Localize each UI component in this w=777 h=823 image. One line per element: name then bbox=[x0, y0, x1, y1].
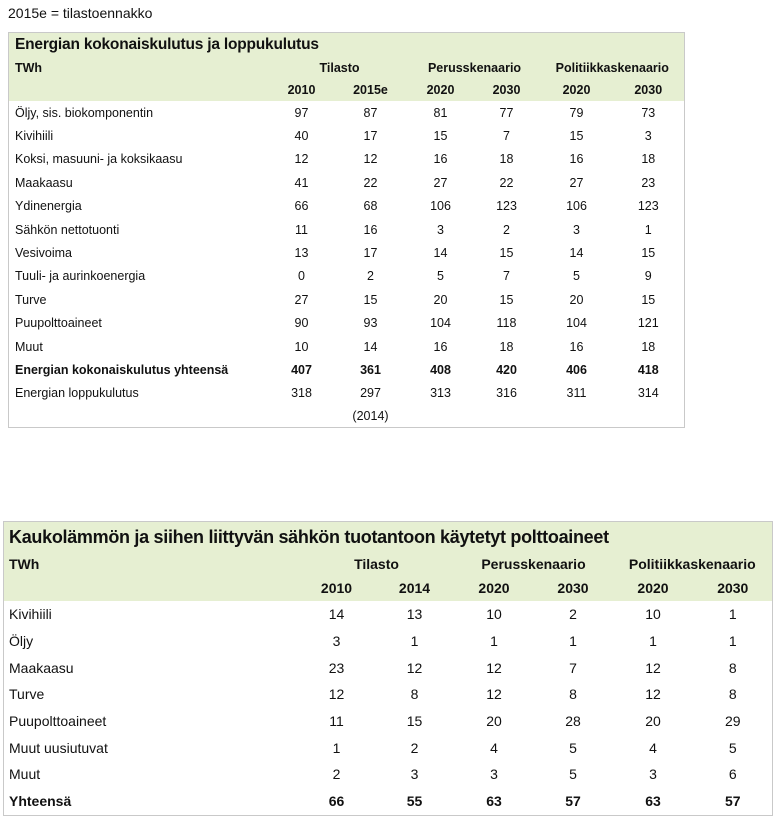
group-header: Tilasto bbox=[299, 552, 455, 575]
value-cell: 316 bbox=[496, 386, 517, 401]
value-cell: 15 bbox=[433, 129, 448, 144]
group-header: Perusskenaario bbox=[455, 552, 613, 575]
value-cell: 15 bbox=[499, 246, 514, 261]
value-cell: 17 bbox=[363, 129, 378, 144]
table-row bbox=[4, 788, 773, 815]
row-label: Muut uusiutuvat bbox=[9, 739, 108, 756]
year-header: 2030 bbox=[534, 575, 613, 601]
table-row bbox=[9, 101, 685, 124]
row-label: Puupolttoaineet bbox=[9, 713, 107, 730]
year-header: 2030 bbox=[613, 79, 685, 101]
value-cell: 27 bbox=[433, 175, 448, 190]
value-cell: 17 bbox=[363, 246, 378, 261]
value-cell: 3 bbox=[410, 766, 419, 783]
value-cell: 14 bbox=[569, 246, 584, 261]
value-cell: 63 bbox=[486, 793, 502, 810]
unit-label: TWh bbox=[9, 57, 271, 79]
table-row bbox=[4, 654, 773, 681]
table-body bbox=[9, 101, 685, 405]
row-label: Maakaasu bbox=[15, 175, 73, 190]
table-row bbox=[9, 124, 685, 147]
value-cell: 57 bbox=[725, 793, 741, 810]
value-cell: 66 bbox=[328, 793, 345, 810]
value-cell: 8 bbox=[410, 686, 419, 703]
row-label: Koksi, masuuni- ja koksikaasu bbox=[15, 152, 183, 167]
value-cell: 4 bbox=[649, 739, 657, 756]
estimate-note: 2015e = tilastoennakko bbox=[8, 5, 153, 21]
value-cell: 1 bbox=[644, 222, 652, 237]
row-label: Kivihiili bbox=[15, 129, 54, 144]
row-label: Kivihiili bbox=[9, 606, 52, 623]
table-title: Kaukolämmön ja siihen liittyvän sähkön tuotantoon käytetyt polttoaineet bbox=[4, 522, 773, 553]
value-cell: 123 bbox=[637, 199, 659, 214]
value-cell: 4 bbox=[490, 739, 498, 756]
value-cell: 2 bbox=[367, 269, 374, 284]
table-row bbox=[4, 734, 773, 761]
row-label: Energian kokonaiskulutus yhteensä bbox=[15, 362, 229, 377]
value-cell: 407 bbox=[291, 362, 312, 377]
value-cell: 5 bbox=[573, 269, 580, 284]
value-cell: 11 bbox=[329, 713, 344, 730]
year-header: 2014 bbox=[375, 575, 455, 601]
value-cell: 10 bbox=[486, 606, 502, 623]
value-cell: 22 bbox=[499, 175, 514, 190]
value-cell: 2 bbox=[410, 739, 419, 756]
value-cell: 1 bbox=[728, 606, 737, 623]
row-label: Maakaasu bbox=[9, 659, 74, 676]
value-cell: 20 bbox=[569, 292, 584, 307]
value-cell: 12 bbox=[645, 686, 661, 703]
value-cell: 20 bbox=[433, 292, 448, 307]
value-cell: 10 bbox=[645, 606, 661, 623]
value-cell: 104 bbox=[430, 316, 451, 331]
value-cell: 5 bbox=[569, 766, 577, 783]
value-cell: 66 bbox=[294, 199, 309, 214]
value-cell: 0 bbox=[298, 269, 305, 284]
value-cell: 104 bbox=[566, 316, 587, 331]
year-header: 2020 bbox=[613, 575, 694, 601]
value-cell: 11 bbox=[295, 222, 308, 237]
value-cell: 314 bbox=[637, 386, 659, 401]
value-cell: 18 bbox=[499, 152, 514, 167]
year-header: 2030 bbox=[694, 575, 773, 601]
value-cell: 12 bbox=[486, 686, 502, 703]
value-cell: 406 bbox=[566, 362, 587, 377]
value-cell: 3 bbox=[649, 766, 657, 783]
value-cell: 106 bbox=[430, 199, 451, 214]
year-header: 2020 bbox=[409, 79, 473, 101]
value-cell: 57 bbox=[565, 793, 581, 810]
table-row bbox=[4, 708, 773, 735]
value-cell: 361 bbox=[360, 362, 381, 377]
value-cell: 81 bbox=[433, 105, 448, 120]
value-cell: 8 bbox=[569, 686, 577, 703]
table-row bbox=[9, 288, 685, 311]
district-heating-fuels-table bbox=[3, 521, 773, 816]
value-cell: 106 bbox=[566, 199, 587, 214]
value-cell: 13 bbox=[406, 606, 423, 623]
value-cell: 12 bbox=[328, 686, 345, 703]
table-row bbox=[9, 382, 685, 405]
group-header: Perusskenaario bbox=[409, 57, 541, 79]
group-header: Tilasto bbox=[271, 57, 409, 79]
table-row bbox=[4, 761, 773, 788]
value-cell: 12 bbox=[363, 152, 378, 167]
value-cell: 20 bbox=[486, 713, 502, 730]
row-label: Öljy, sis. biokomponentin bbox=[15, 105, 154, 120]
value-cell: 1 bbox=[728, 633, 737, 650]
value-cell: 28 bbox=[565, 713, 581, 730]
value-cell: 5 bbox=[728, 739, 737, 756]
value-cell: 3 bbox=[437, 222, 444, 237]
value-cell: 123 bbox=[496, 199, 517, 214]
row-label: Turve bbox=[15, 292, 47, 307]
value-cell: 15 bbox=[406, 713, 423, 730]
value-cell: 41 bbox=[294, 175, 309, 190]
value-cell: 408 bbox=[430, 362, 451, 377]
value-cell: 16 bbox=[569, 339, 584, 354]
value-cell: 7 bbox=[503, 129, 510, 144]
value-cell: 2 bbox=[503, 222, 510, 237]
value-cell: 15 bbox=[641, 246, 656, 261]
row-label: Muut bbox=[9, 766, 41, 783]
value-cell: 297 bbox=[360, 386, 381, 401]
year-header: 2010 bbox=[271, 79, 333, 101]
value-cell: 1 bbox=[490, 633, 498, 650]
value-cell: 16 bbox=[433, 152, 448, 167]
value-cell: 5 bbox=[569, 739, 577, 756]
year-header: 2030 bbox=[473, 79, 541, 101]
value-cell: 1 bbox=[332, 739, 341, 756]
value-cell: 12 bbox=[486, 659, 502, 676]
table-row bbox=[9, 335, 685, 358]
value-cell: 97 bbox=[294, 105, 309, 120]
table-row bbox=[4, 628, 773, 655]
value-cell: 313 bbox=[430, 386, 451, 401]
value-cell: 23 bbox=[328, 659, 345, 676]
value-cell: 20 bbox=[645, 713, 661, 730]
value-cell: 15 bbox=[363, 292, 378, 307]
value-cell: 18 bbox=[499, 339, 514, 354]
table-title: Energian kokonaiskulutus ja loppukulutus bbox=[9, 33, 685, 58]
footnote: (2014) bbox=[352, 409, 389, 424]
table-row bbox=[9, 265, 685, 288]
group-header: Politiikkaskenaario bbox=[541, 57, 685, 79]
value-cell: 3 bbox=[573, 222, 580, 237]
value-cell: 77 bbox=[499, 105, 514, 120]
value-cell: 90 bbox=[294, 316, 309, 331]
value-cell: 68 bbox=[363, 199, 378, 214]
value-cell: 27 bbox=[569, 175, 584, 190]
value-cell: 8 bbox=[728, 686, 737, 703]
row-label: Turve bbox=[9, 686, 45, 703]
year-header: 2010 bbox=[299, 575, 375, 601]
value-cell: 29 bbox=[725, 713, 741, 730]
value-cell: 6 bbox=[728, 766, 737, 783]
row-label: Öljy bbox=[9, 633, 34, 650]
table-row bbox=[9, 241, 685, 264]
row-label: Sähkön nettotuonti bbox=[15, 222, 120, 237]
value-cell: 118 bbox=[496, 316, 517, 331]
value-cell: 1 bbox=[649, 633, 657, 650]
value-cell: 27 bbox=[294, 292, 309, 307]
table-row bbox=[9, 312, 685, 335]
table-row bbox=[9, 358, 685, 381]
value-cell: 9 bbox=[644, 269, 652, 284]
value-cell: 418 bbox=[637, 362, 659, 377]
table-row bbox=[4, 681, 773, 708]
value-cell: 1 bbox=[410, 633, 419, 650]
row-label: Ydinenergia bbox=[15, 199, 82, 214]
value-cell: 8 bbox=[728, 659, 737, 676]
value-cell: 2 bbox=[332, 766, 341, 783]
unit-label: TWh bbox=[4, 552, 299, 575]
table-row bbox=[9, 195, 685, 218]
row-label: Vesivoima bbox=[15, 246, 72, 261]
row-label: Muut bbox=[15, 339, 43, 354]
value-cell: 3 bbox=[490, 766, 498, 783]
table-body bbox=[4, 601, 773, 815]
value-cell: 2 bbox=[569, 606, 577, 623]
row-label: Tuuli- ja aurinkoenergia bbox=[15, 269, 146, 284]
value-cell: 13 bbox=[294, 246, 309, 261]
year-header: 2020 bbox=[541, 79, 613, 101]
value-cell: 12 bbox=[406, 659, 423, 676]
value-cell: 12 bbox=[294, 152, 309, 167]
value-cell: 16 bbox=[433, 339, 448, 354]
value-cell: 15 bbox=[641, 292, 656, 307]
table-row bbox=[9, 218, 685, 241]
value-cell: 121 bbox=[637, 316, 659, 331]
value-cell: 18 bbox=[641, 339, 656, 354]
value-cell: 22 bbox=[363, 175, 378, 190]
value-cell: 73 bbox=[641, 105, 656, 120]
value-cell: 14 bbox=[328, 606, 345, 623]
value-cell: 14 bbox=[433, 246, 448, 261]
value-cell: 18 bbox=[641, 152, 656, 167]
year-header: 2020 bbox=[455, 575, 534, 601]
row-label: Yhteensä bbox=[9, 793, 72, 810]
value-cell: 87 bbox=[363, 105, 378, 120]
value-cell: 5 bbox=[437, 269, 444, 284]
row-label: Energian loppukulutus bbox=[15, 386, 139, 401]
value-cell: 55 bbox=[406, 793, 423, 810]
value-cell: 63 bbox=[645, 793, 661, 810]
value-cell: 3 bbox=[644, 129, 652, 144]
value-cell: 311 bbox=[566, 386, 587, 401]
value-cell: 7 bbox=[569, 659, 577, 676]
row-label: Puupolttoaineet bbox=[15, 316, 102, 331]
value-cell: 10 bbox=[294, 339, 309, 354]
value-cell: 318 bbox=[291, 386, 312, 401]
value-cell: 7 bbox=[503, 269, 510, 284]
value-cell: 3 bbox=[332, 633, 341, 650]
table-row bbox=[9, 148, 685, 171]
value-cell: 420 bbox=[496, 362, 517, 377]
value-cell: 23 bbox=[641, 175, 656, 190]
value-cell: 79 bbox=[569, 105, 584, 120]
value-cell: 93 bbox=[363, 316, 378, 331]
value-cell: 15 bbox=[499, 292, 514, 307]
value-cell: 12 bbox=[645, 659, 661, 676]
value-cell: 40 bbox=[294, 129, 309, 144]
energy-consumption-table bbox=[8, 32, 685, 428]
value-cell: 14 bbox=[363, 339, 378, 354]
table-row bbox=[9, 171, 685, 194]
value-cell: 16 bbox=[363, 222, 378, 237]
value-cell: 15 bbox=[569, 129, 584, 144]
table-row bbox=[4, 601, 773, 628]
value-cell: 16 bbox=[569, 152, 584, 167]
year-header: 2015e bbox=[333, 79, 409, 101]
group-header: Politiikkaskenaario bbox=[613, 552, 773, 575]
value-cell: 1 bbox=[569, 633, 577, 650]
